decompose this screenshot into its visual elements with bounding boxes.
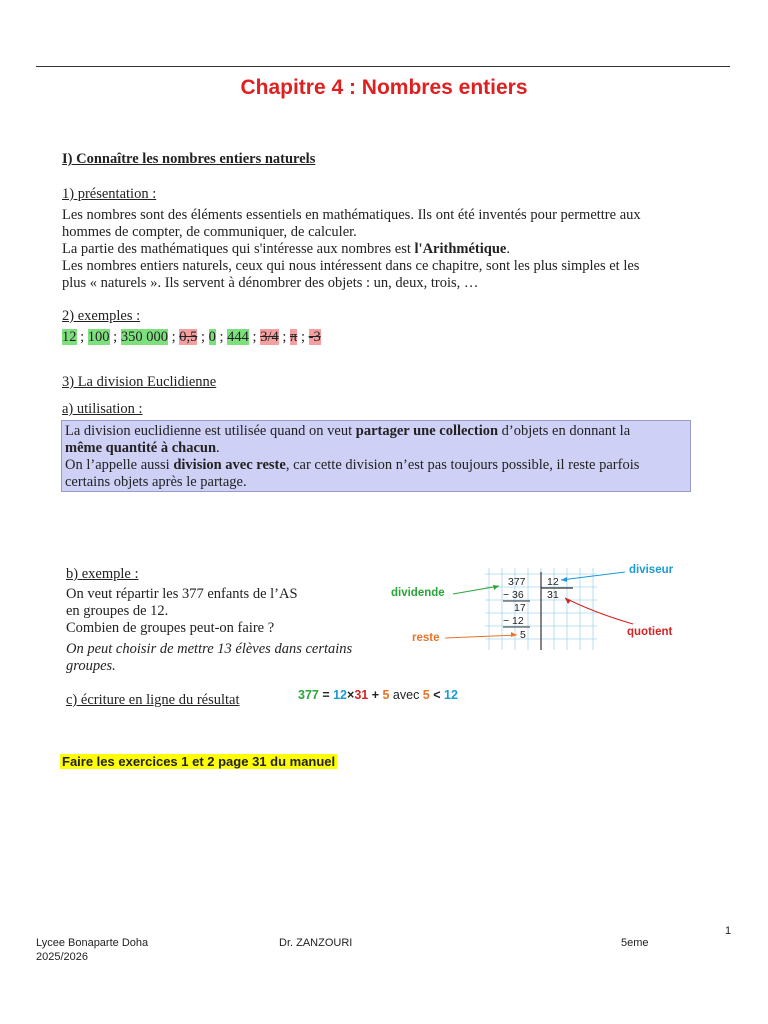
box-text: , car cette division n’est pas toujours possible, il reste parfois <box>285 457 640 473</box>
reste-label: reste <box>412 632 440 644</box>
box-bold: même quantité à chacun <box>65 440 217 456</box>
page-number: 1 <box>725 925 732 937</box>
minus-36: − 36 <box>503 589 524 601</box>
footer-level: 5eme <box>621 937 649 949</box>
example-number: 0,5 <box>179 329 198 345</box>
paragraph-2-suffix: . <box>506 241 510 257</box>
dividende-label: dividende <box>391 587 445 599</box>
definition-box <box>61 420 691 492</box>
paragraph-3-line-2: plus « naturels ». Ils servent à dénombrer des objets : un, deux, trois, … <box>62 275 479 291</box>
example-separator: ; <box>248 329 261 345</box>
example-number: π <box>290 329 298 345</box>
formula-plus: + <box>368 688 383 702</box>
box-text: La division euclidienne est utilisée quand on veut <box>65 423 356 439</box>
ecriture-heading: c) écriture en ligne du résultat <box>66 692 240 708</box>
example-separator: ; <box>109 329 121 345</box>
formula-less-than: < <box>429 688 444 702</box>
formula-remainder: 5 <box>382 688 390 702</box>
division-formula <box>298 688 458 702</box>
paragraph-2 <box>62 241 641 258</box>
exercise-instruction <box>60 753 337 771</box>
footer-school: Lycee Bonaparte Doha <box>36 937 149 949</box>
footer-author: Dr. ZANZOURI <box>279 937 353 949</box>
example-separator: ; <box>167 329 180 345</box>
diviseur-label: diviseur <box>629 564 674 576</box>
paragraph-1-line-2: hommes de compter, de communiquer, de calculer. <box>62 224 357 240</box>
examples-heading: 2) exemples : <box>62 308 141 324</box>
box-text: . <box>216 440 220 456</box>
example-number: -3 <box>308 329 321 345</box>
paragraph-2-text: La partie des mathématiques qui s'intéresse aux nombres est <box>62 241 415 257</box>
reste-arrowhead <box>511 632 517 637</box>
box-bold: partager une collection <box>355 423 499 439</box>
formula-times: × <box>347 688 355 702</box>
example-number: 12 <box>62 329 77 345</box>
exemple-line-3: Combien de groupes peut-on faire ? <box>66 620 275 636</box>
formula-divisor-2: 12 <box>444 688 458 702</box>
example-number: 350 000 <box>120 329 168 345</box>
paragraph-1-line-1: Les nombres sont des éléments essentiels en mathématiques. Ils ont été inventés pour permettre aux <box>62 207 641 223</box>
page-title: Chapitre 4 : Nombres entiers <box>240 76 528 99</box>
dividend-value: 377 <box>508 576 526 588</box>
exemple-italic-line-2 <box>66 658 352 675</box>
example-number: 100 <box>87 329 110 345</box>
quotient-arrowhead <box>565 598 571 604</box>
formula-equals: = <box>318 688 334 702</box>
box-text: On l’appelle aussi <box>65 457 174 473</box>
paragraph-3-line-1: Les nombres entiers naturels, ceux qui nous intéressent dans ce chapitre, sont les plus simples et les <box>62 258 640 274</box>
example-number: 0 <box>208 329 216 345</box>
reste-arrow <box>445 635 517 638</box>
paragraph-1 <box>62 207 641 292</box>
presentation-heading: 1) présentation : <box>62 186 157 202</box>
header-rule <box>36 66 730 67</box>
box-line-1 <box>65 423 687 440</box>
arithmetique-bold: l'Arithmétique <box>414 241 507 257</box>
example-separator: ; <box>215 329 228 345</box>
box-line-3 <box>65 457 687 474</box>
exemple-line-1: On veut répartir les 377 enfants de l’AS <box>66 586 298 602</box>
example-separator: ; <box>297 329 309 345</box>
example-separator: ; <box>197 329 209 345</box>
remainder-value: 5 <box>520 629 526 641</box>
utilisation-heading: a) utilisation : <box>62 401 143 417</box>
exemple-italic-line-1: On peut choisir de mettre 13 élèves dans certains <box>66 641 353 657</box>
example-number: 3/4 <box>260 329 279 345</box>
section-heading: I) Connaître les nombres entiers naturels <box>62 151 316 167</box>
exemple-line-2: en groupes de 12. <box>66 603 169 619</box>
quotient-value: 31 <box>547 589 559 601</box>
dividende-arrow <box>453 586 499 594</box>
exercise-text: Faire les exercices 1 et 2 page 31 du manuel <box>62 754 336 769</box>
formula-avec: avec <box>389 688 423 702</box>
formula-remainder-2: 5 <box>422 688 430 702</box>
box-text: d’objets en donnant la <box>498 423 631 439</box>
exemple-b-text <box>66 586 352 675</box>
formula-quotient: 31 <box>354 688 369 702</box>
footer-year: 2025/2026 <box>36 951 88 963</box>
division-heading: 3) La division Euclidienne <box>62 374 217 390</box>
examples-list <box>62 329 321 346</box>
quotient-label: quotient <box>627 626 673 638</box>
division-figure <box>385 558 685 658</box>
divisor-value: 12 <box>547 576 559 588</box>
example-separator: ; <box>278 329 290 345</box>
exemple-italic-text: groupes. <box>66 658 116 674</box>
example-number: 444 <box>227 329 249 345</box>
box-bold: division avec reste <box>173 457 286 473</box>
exemple-b-heading: b) exemple : <box>66 566 139 582</box>
box-line-4: certains objets après le partage. <box>65 474 247 490</box>
quotient-arrow <box>565 598 633 624</box>
formula-dividend: 377 <box>298 688 319 702</box>
box-line-2 <box>65 440 687 457</box>
example-separator: ; <box>76 329 88 345</box>
partial-17: 17 <box>514 602 526 614</box>
formula-divisor: 12 <box>333 688 348 702</box>
minus-12: − 12 <box>503 615 524 627</box>
